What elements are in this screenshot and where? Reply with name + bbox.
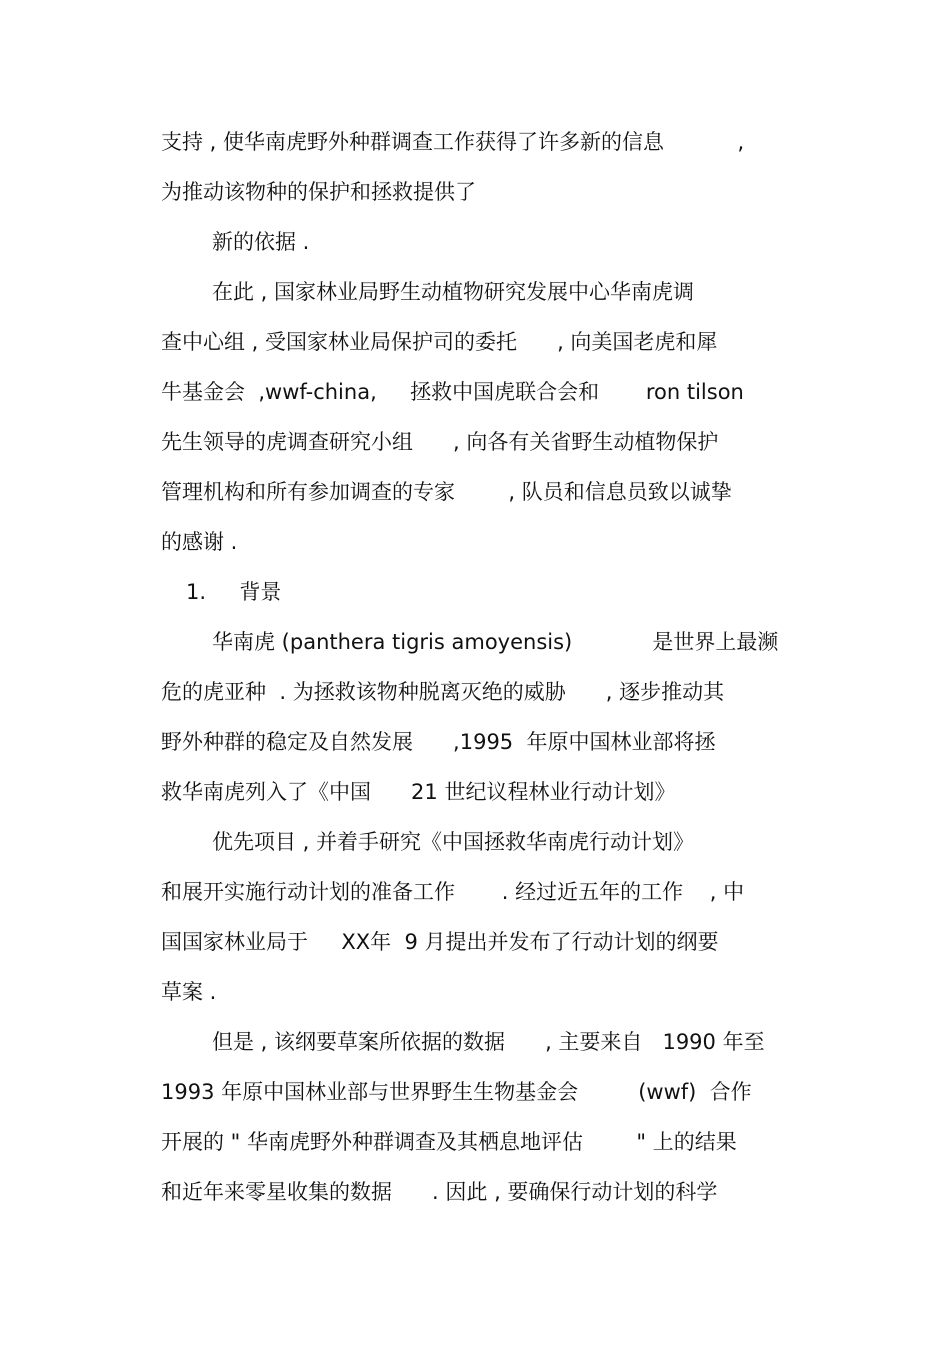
text-line: 的感谢 . [161,530,238,554]
text-line: 1993 年原中国林业部与世界野生生物基金会 (wwf) 合作 [161,1080,752,1104]
text-line: 开展的 " 华南虎野外种群调查及其栖息地评估 " 上的结果 [161,1130,737,1154]
text-line: 救华南虎列入了《中国 21 世纪议程林业行动计划》 [161,780,676,804]
text-line: 新的依据 . [212,230,310,254]
text-line: 危的虎亚种 . 为拯救该物种脱离灭绝的威胁 , 逐步推动其 [161,680,725,704]
text-line: 华南虎 (panthera tigris amoyensis) 是世界上最濒 [212,630,779,654]
text-line: 查中心组 , 受国家林业局保护司的委托 , 向美国老虎和犀 [161,330,718,354]
text-line: 优先项目 , 并着手研究《中国拯救华南虎行动计划》 [212,830,695,854]
text-line: 在此 , 国家林业局野生动植物研究发展中心华南虎调 [212,280,695,304]
text-line: 管理机构和所有参加调查的专家 , 队员和信息员致以诚挚 [161,480,732,504]
text-line: 先生领导的虎调查研究小组 , 向各有关省野生动植物保护 [161,430,719,454]
text-line: 为推动该物种的保护和拯救提供了 [161,180,476,204]
text-line: 野外种群的稳定及自然发展 ,1995 年原中国林业部将拯 [161,730,716,754]
text-line: 但是 , 该纲要草案所依据的数据 , 主要来自 1990 年至 [212,1030,765,1054]
text-line: 和近年来零星收集的数据 . 因此 , 要确保行动计划的科学 [161,1180,718,1204]
text-line: 和展开实施行动计划的准备工作 . 经过近五年的工作 , 中 [161,880,745,904]
section-heading: 1. 背景 [186,580,282,604]
text-line: 草案 . [161,980,217,1004]
text-line: 支持 , 使华南虎野外种群调查工作获得了许多新的信息 , [161,130,745,154]
text-line: 牛基金会 ,wwf-china, 拯救中国虎联合会和 ron tilson [161,380,744,404]
text-line: 国国家林业局于 XX年 9 月提出并发布了行动计划的纲要 [161,930,719,954]
